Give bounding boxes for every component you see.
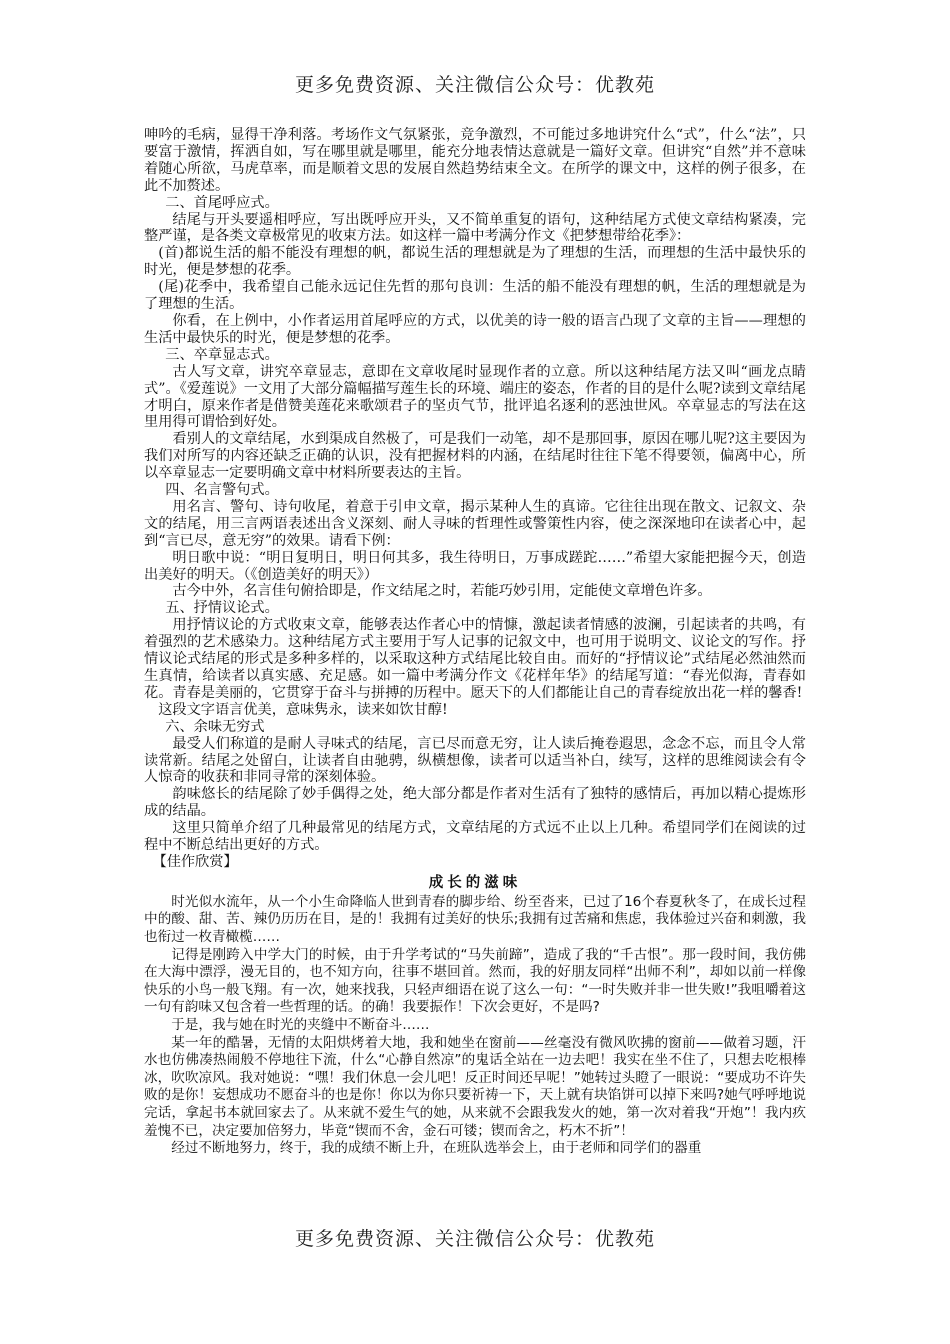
paragraph: (尾)花季中，我希望自己能永远记住先哲的那句良训：生活的船不能没有理想的帆，生活的理想就是为了理想的生活。 [144, 279, 806, 313]
paragraph: 呻吟的毛病，显得干净利落。考场作文气氛紧张，竞争激烈，不可能过多地讲究什么“式”，什么“法”，只要富于激情，挥洒自如，写在哪里就是哪里，能充分地表情达意就是一篇好文章。但讲究“自然”并不意味着随心所欲，马虎草率，而是顺着文思的发展自然趋势结束全文。在所学的课文中，这样的例子很多，在此不加赘述。 [144, 127, 807, 194]
paragraph: 用名言、警句、诗句收尾，着意于引申文章，揭示某种人生的真谛。它往往出现在散文、记叙文、杂文的结尾，用三言两语表述出含义深刻、耐人寻味的哲理性或警策性内容，使之深深地印在读者心中，起到“言已尽，意无穷”的效果。请看下例： [144, 498, 806, 549]
paragraph: 古人写文章，讲究卒章显志，意即在文章收尾时显现作者的立意。所以这种结尾方法又叫“画龙点睛式”。《爱莲说》一文用了大部分篇幅描写莲生长的环境、端庄的姿态，作者的目的是什么呢?读到文章结尾才明白，原来作者是借赞美莲花来歌颂君子的坚贞气节，批评追名逐利的恶浊世风。卒章显志的写法在这里用得可谓恰到好处。 [144, 363, 806, 431]
paragraph: 看别人的文章结尾，水到渠成自然极了，可是我们一动笔，却不是那回事，原因在哪儿呢?这主要因为我们对所写的内容还缺乏正确的认识，没有把握材料的内涵，在结尾时往往下笔不得要领，偏离中心，所以卒章显志一定要明确文章中材料所要表达的主旨。 [144, 431, 806, 482]
essay-paragraph: 于是，我与她在时光的夹缝中不断奋斗…… [171, 1016, 430, 1033]
essay-paragraph: 经过不断地努力，终于，我的成绩不断上升，在班队选举会上，由于老师和同学们的器重 [171, 1140, 702, 1157]
page-header: 更多免费资源、关注微信公众号：优教苑 [294, 74, 655, 96]
section-heading: 二、首尾呼应式。 [165, 194, 279, 211]
essay-paragraph: 记得是刚跨入中学大门的时候，由于升学考试的“马失前蹄”，造成了我的“千古恨”。那一段时间，我仿佛在大海中漂浮，漫无目的，也不知方向，往事不堪回首。然而，我的好朋友同样“出师不利”，却如以前一样像快乐的小鸟一般飞翔。有一次，她来找我，只轻声细语在说了这么一句：“一时失败并非一世失败!”我咀嚼着这一句有韵味又包含着一些哲理的话。的确！我要振作！下次会更好，不是吗? [144, 946, 806, 1016]
paragraph: 结尾与开头要遥相呼应，写出既呼应开头，又不简单重复的语句，这种结尾方式使文章结构紧凑，完整严谨，是各类文章极常见的收束方法。如这样一篇中考满分作文《把梦想带给花季》： [144, 211, 806, 245]
paragraph: (首)都说生活的船不能没有理想的帆，都说生活的理想就是为了理想的生活，而理想的生活中最快乐的时光，便是梦想的花季。 [144, 245, 806, 279]
paragraph: 用抒情议论的方式收束文章，能够表达作者心中的情慷，激起读者情感的波澜，引起读者的共鸣，有着强烈的艺术感染力。这种结尾方式主要用于写人记事的记叙文中，也可用于说明文、议论文的写作。抒情议论式结尾的形式是多种多样的，以采取这种方式结尾比较自由。而好的“抒情议论”式结尾必然油然而生真情，给读者以真实感、充足感。如一篇中考满分作文《花样年华》的结尾写道：“春光似海，青春如花。青春是美丽的，它贯穿于奋斗与拼搏的历程中。愿天下的人们都能让自己的青春绽放出花一样的馨香! [144, 617, 806, 701]
section-heading: 六、余味无穷式 [165, 718, 265, 735]
section-heading: 四、名言警句式。 [165, 482, 279, 499]
essay [144, 875, 806, 1158]
paragraph: 韵味悠长的结尾除了妙手偶得之处，绝大部分都是作者对生活有了独特的感情后，再加以精心提炼形成的结晶。 [144, 786, 806, 820]
paragraph: 这里只简单介绍了几种最常见的结尾方式，文章结尾的方式远不止以上几种。希望同学们在阅读的过程中不断总结出更好的方式。 [144, 820, 806, 854]
essay-title: 成长的滋味 [428, 874, 522, 891]
paragraph: 明日歌中说：“明日复明日，明日何其多，我生待明日，万事成蹉跎……”希望大家能把握今天，创造出美好的明天。（《创造美好的明天》） [144, 549, 806, 583]
paragraph: 最受人们称道的是耐人寻味式的结尾，言已尽而意无穷，让人读后掩卷遐思，念念不忘，而且令人常读常新。结尾之处留白，让读者自由驰骋，纵横想像，读者可以适当补白，续写，这样的思维阅读会有令人惊奇的收获和非同寻常的深刻体验。 [144, 735, 806, 786]
paragraph: 古今中外，名言佳句俯拾即是，作文结尾之时，若能巧妙引用，定能使文章增色许多。 [172, 583, 712, 600]
paragraph: 你看，在上例中，小作者运用首尾呼应的方式，以优美的诗一般的语言凸现了文章的主旨——理想的生活中最快乐的时光，便是梦想的花季。 [144, 312, 806, 346]
document-body [144, 127, 806, 1158]
essay-paragraph: 某一年的酷暑，无情的太阳烘烤着大地，我和她坐在窗前——丝毫没有微风吹拂的窗前——做着习题，汗水也仿佛凑热闹般不停地往下流，什么“心静自然凉”的鬼话全站在一边去吧！我实在坐不住了，只想去吃根棒冰，吹吹凉风。我对她说：“嘿！我们休息一会儿吧！反正时间还早呢！”她转过头瞪了一眼说：“要成功不许失败的是你！妄想成功不愿奋斗的也是你！你以为你只要祈祷一下，天上就有块馅饼可以掉下来吗?她气呼呼地说完话，拿起书本就回家去了。从来就不爱生气的她，从来就不会跟我发火的她，第一次对着我“开炮”！我内疚羞愧不已，决定要加倍努力，毕竟“锲而不舍，金石可镂；锲而舍之，朽木不折”！ [144, 1034, 806, 1139]
paragraph: 这段文字语言优美，意味隽永，读来如饮甘醇! [158, 701, 448, 718]
section-label: 【佳作欣赏】 [152, 853, 238, 870]
essay-paragraph: 时光似水流年，从一个小生命降临人世到青春的脚步给、纷至沓来，已过了16个春夏秋冬了，在成长过程中的酸、甜、苦、辣仍历历在目，是的！我拥有过美好的快乐;我拥有过苦痛和焦虑，我体验过兴奋和刺激，我也衔过一枚青橄榄…… [144, 893, 806, 945]
section-heading: 三、卒章显志式。 [165, 346, 279, 363]
section-heading: 五、抒情议论式。 [165, 600, 279, 617]
page-footer: 更多免费资源、关注微信公众号：优教苑 [294, 1228, 655, 1250]
